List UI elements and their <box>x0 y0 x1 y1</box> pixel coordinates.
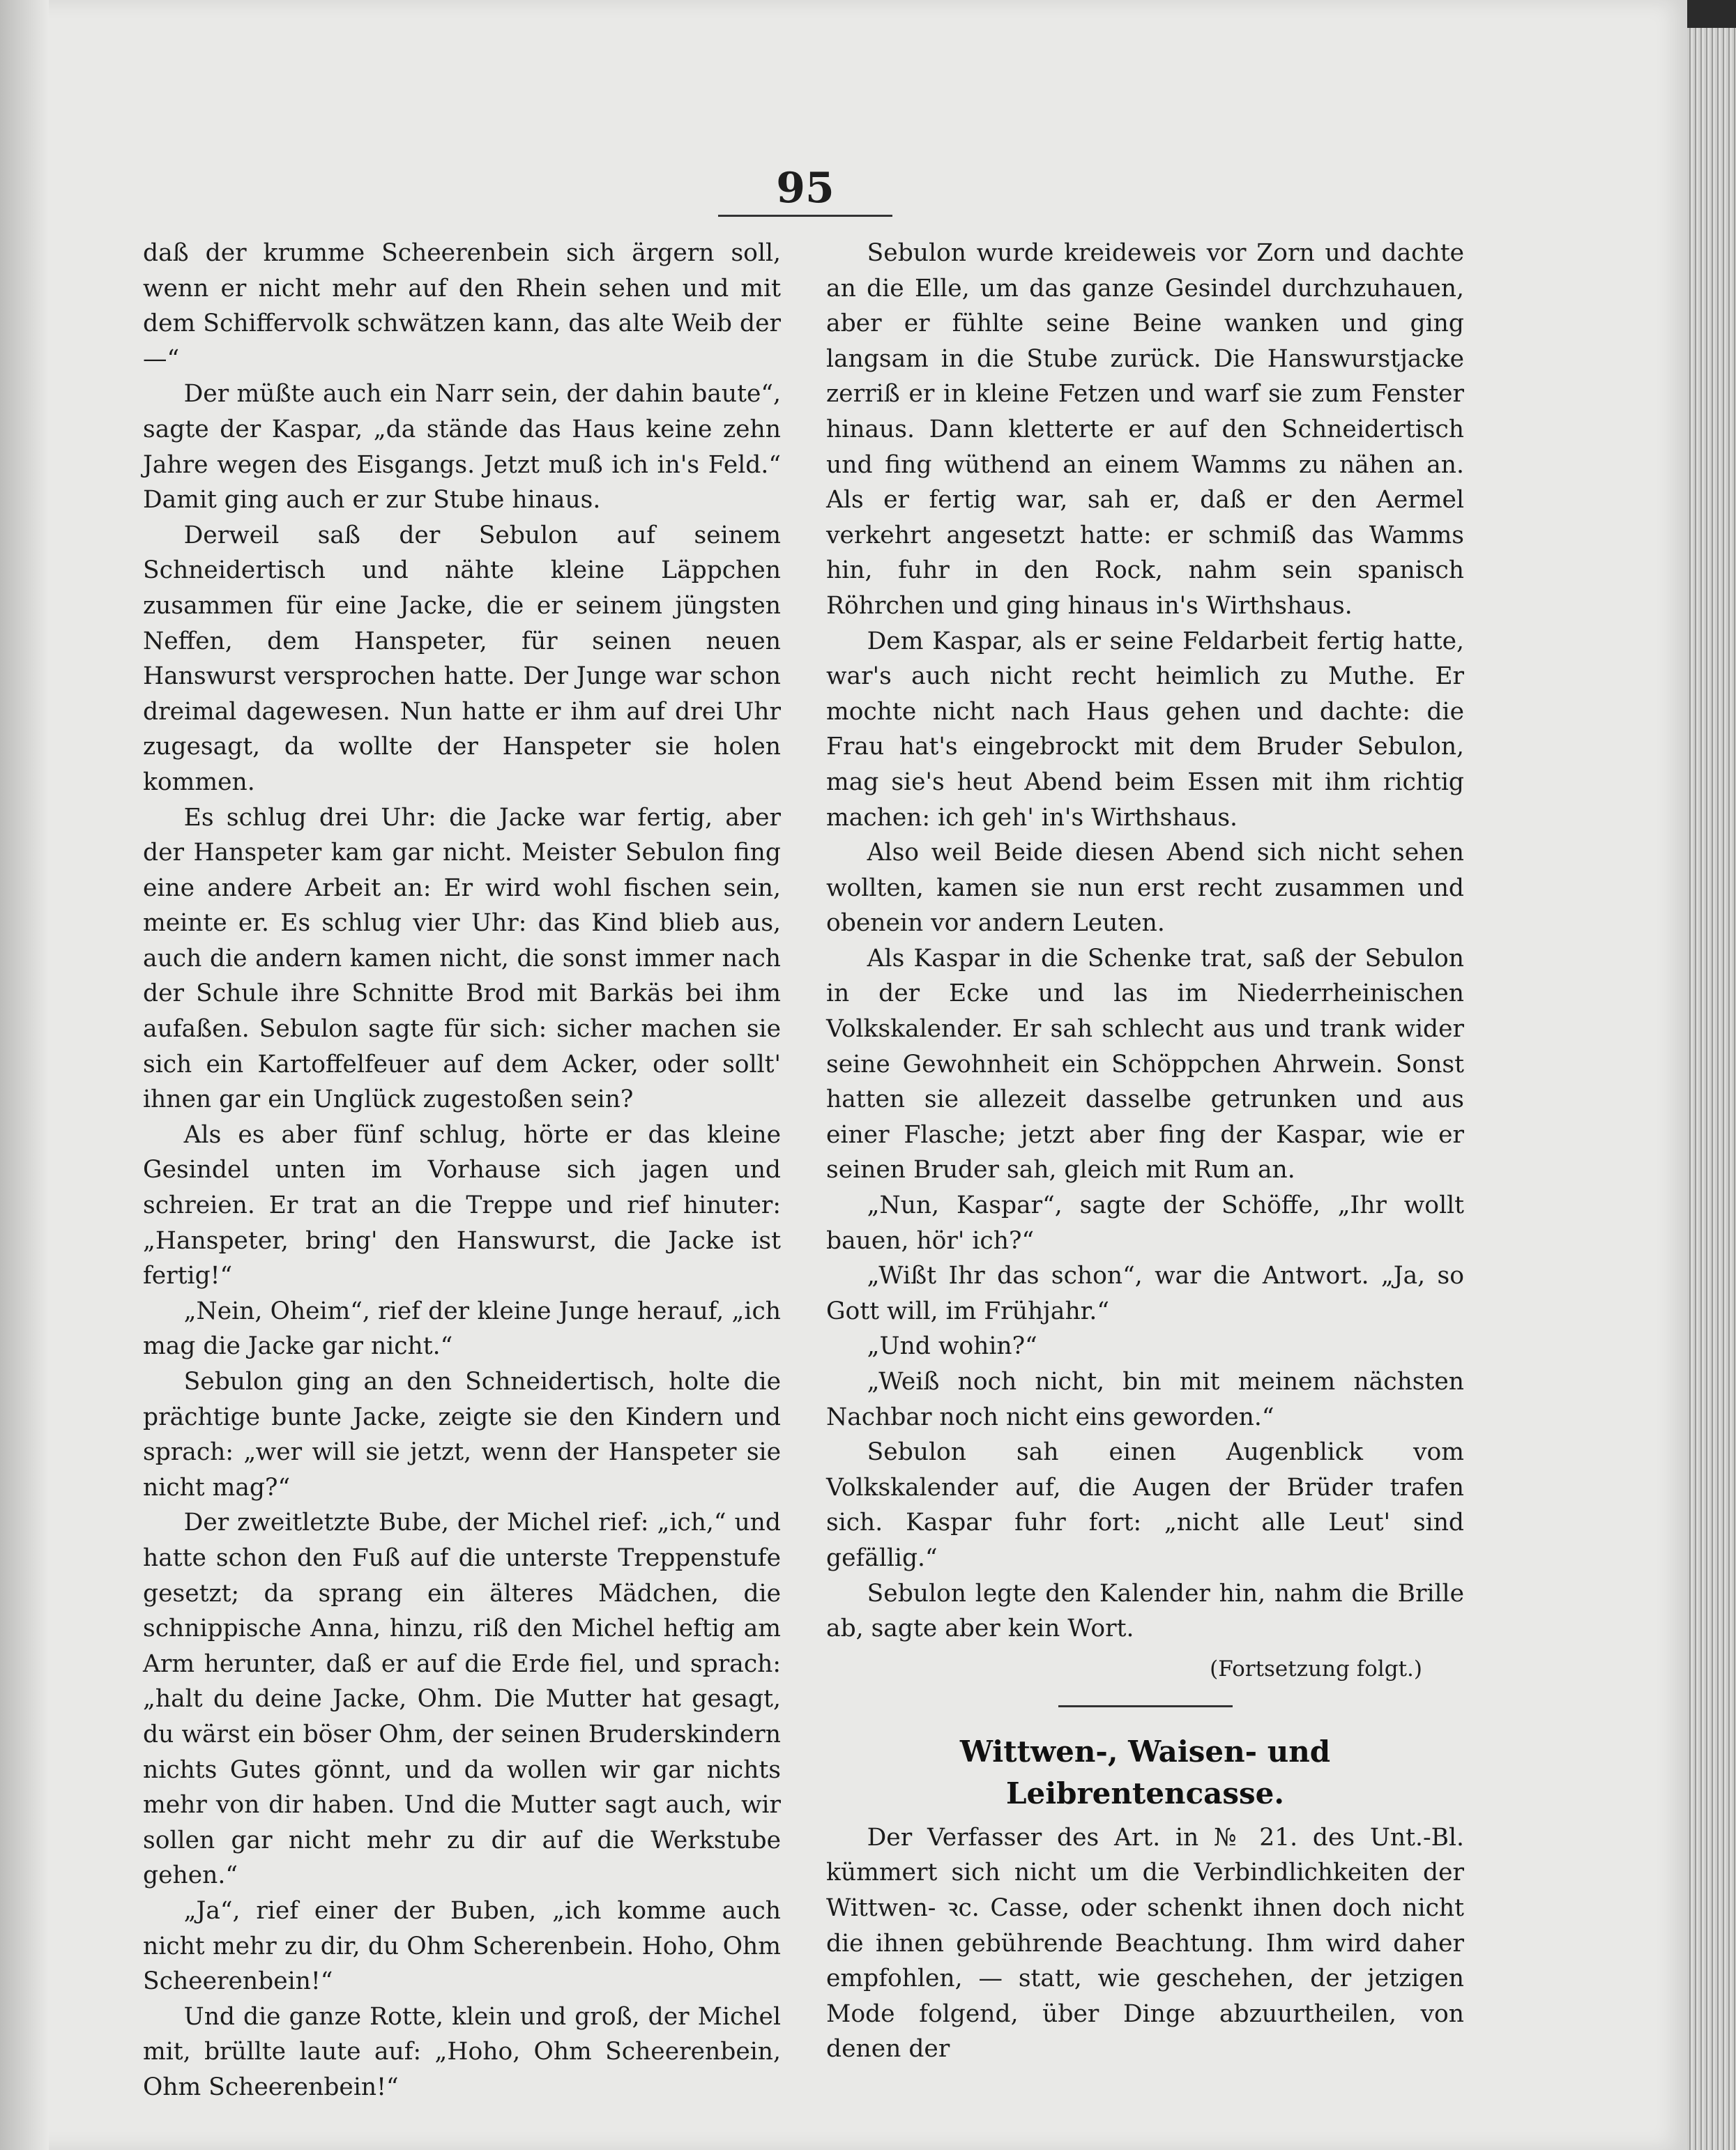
paragraph: Der zweitletzte Bube, der Michel rief: „ich,“ und hatte schon den Fuß auf die unterste Treppenstufe gesetzt; da sprang ein älteres Mädchen, die schnippische Anna, hinzu, riß den Michel heftig am Arm herunter, daß er auf die Erde fiel, und sprach: „halt du deine Jacke, Ohm. Die Mutter hat gesagt, du wärst ein böser Ohm, der seinen Bruderskindern nichts Gutes gönnt, und da wollen wir gar nichts mehr von dir haben. Und die Mutter sagt auch, wir sollen gar nicht mehr zu dir auf die Werkstube gehen.“ <box>143 1509 781 1890</box>
paragraph: Sebulon wurde kreideweis vor Zorn und dachte an die Elle, um das ganze Gesindel durchzuhauen, aber er fühlte seine Beine wanken und ging langsam in die Stube zurück. Die Hanswurstjacke zerriß er in kleine Fetzen und warf sie zum Fenster hinaus. Dann kletterte er auf den Schneidertisch und fing wüthend an einem Wamms zu nähen an. Als er fertig war, sah er, daß er den Aermel verkehrt angesetzt hatte: er schmiß das Wamms hin, fuhr in den Rock, nahm sein spanisch Röhrchen und ging hinaus in's Wirthshaus. <box>826 239 1464 620</box>
paragraph: Sebulon legte den Kalender hin, nahm die Brille ab, sagte aber kein Wort. <box>826 1579 1464 1643</box>
paragraph: Sebulon ging an den Schneidertisch, holte die prächtige bunte Jacke, zeigte sie den Kindern und sprach: „wer will sie jetzt, wenn der Hanspeter sie nicht mag?“ <box>143 1368 781 1502</box>
paragraph: Als Kaspar in die Schenke trat, saß der Sebulon in der Ecke und las im Niederrheinischen Volkskalender. Er sah schlecht aus und trank wider seine Gewohnheit ein Schöppchen Ahrwein. Sonst hatten sie allezeit dasselbe getrunken und aus einer Flasche; jetzt aber fing der Kaspar, wie er seinen Bruder sah, gleich mit Rum an. <box>826 944 1464 1184</box>
book-spine-shadow <box>0 0 49 2150</box>
paragraph: Dem Kaspar, als er seine Feldarbeit fertig hatte, war's auch nicht recht heimlich zu Muthe. Er mochte nicht nach Haus gehen und dachte: die Frau hat's eingebrockt mit dem Bruder Sebulon, mag sie's heut Abend beim Essen mit ihm richtig machen: ich geh' in's Wirthshaus. <box>826 627 1464 832</box>
paragraph: „Wißt Ihr das schon“, war die Antwort. „Ja, so Gott will, im Frühjahr.“ <box>826 1262 1464 1325</box>
paragraph: Derweil saß der Sebulon auf seinem Schneidertisch und nähte kleine Läppchen zusammen für eine Jacke, die er seinem jüngsten Neffen, dem Hanspeter, für seinen neuen Hanswurst versprochen hatte. Der Junge war schon dreimal dagewesen. Nun hatte er ihm auf drei Uhr zugesagt, da wollte der Hanspeter sie holen kommen. <box>143 521 781 796</box>
paragraph: Als es aber fünf schlug, hörte er das kleine Gesindel unten im Vorhause sich jagen und schreien. Er trat an die Treppe und rief hinuter: „Hanspeter, bring' den Hanswurst, die Jacke ist fertig!“ <box>143 1120 781 1290</box>
paragraph: „Weiß noch nicht, bin mit meinem nächsten Nachbar noch nicht eins geworden.“ <box>826 1368 1464 1431</box>
paragraph: daß der krumme Scheerenbein sich ärgern soll, wenn er nicht mehr auf den Rhein sehen und mit dem Schiffervolk schwätzen kann, das alte Weib der —“ <box>143 239 781 373</box>
paragraph: Und die ganze Rotte, klein und groß, der Michel mit, brüllte laute auf: „Hoho, Ohm Scheerenbein, Ohm Scheerenbein!“ <box>143 2002 781 2101</box>
page-edges <box>1687 28 1736 2150</box>
paragraph: Es schlug drei Uhr: die Jacke war fertig, aber der Hanspeter kam gar nicht. Meister Sebulon fing eine andere Arbeit an: Er wird wohl fischen sein, meinte er. Es schlug vier Uhr: das Kind blieb aus, auch die andern kamen nicht, die sonst immer nach der Schule ihre Schnitte Brod mit Barkäs bei ihm aufaßen. Sebulon sagte für sich: sicher machen sie sich ein Kartoffelfeuer auf dem Acker, oder sollt' ihnen gar ein Unglück zugestoßen sein? <box>143 803 781 1114</box>
paragraph: Der müßte auch ein Narr sein, der dahin baute“, sagte der Kaspar, „da stände das Haus keine zehn Jahre wegen des Eisgangs. Jetzt muß ich in's Feld.“ Damit ging auch er zur Stube hinaus. <box>143 380 781 514</box>
paragraph: „Und wohin?“ <box>867 1332 1037 1361</box>
paragraph: Der Verfasser des Art. in № 21. des Unt.-Bl. kümmert sich nicht um die Verbindlichkeiten der Wittwen- ꝛc. Casse, oder schenkt ihnen doch nicht die ihnen gebührende Beachtung. Ihm wird daher empfohlen, — statt, wie geschehen, der jetzigen Mode folgend, über Dinge abzuurtheilen, von denen der <box>826 1823 1464 2064</box>
header-rule <box>718 215 892 217</box>
page-number: 95 <box>776 164 835 213</box>
right-column <box>826 236 1464 2067</box>
paragraph: „Nein, Oheim“, rief der kleine Junge herauf, „ich mag die Jacke gar nicht.“ <box>143 1297 781 1361</box>
left-column <box>143 236 781 2105</box>
paragraph: „Nun, Kaspar“, sagte der Schöffe, „Ihr wollt bauen, hör' ich?“ <box>826 1191 1464 1255</box>
section-heading: Wittwen-, Waisen- und Leibrentencasse. <box>959 1734 1331 1810</box>
section-separator <box>1058 1705 1233 1707</box>
continued-note: (Fortsetzung folgt.) <box>1210 1656 1422 1682</box>
paragraph: Also weil Beide diesen Abend sich nicht sehen wollten, kamen sie nun erst recht zusammen und obenein vor andern Leuten. <box>826 839 1464 938</box>
paragraph: Sebulon sah einen Augenblick vom Volkskalender auf, die Augen der Brüder trafen sich. Kaspar fuhr fort: „nicht alle Leut' sind gefällig.“ <box>826 1438 1464 1572</box>
paragraph: „Ja“, rief einer der Buben, „ich komme auch nicht mehr zu dir, du Ohm Scherenbein. Hoho, Ohm Scheerenbein!“ <box>143 1896 781 1996</box>
